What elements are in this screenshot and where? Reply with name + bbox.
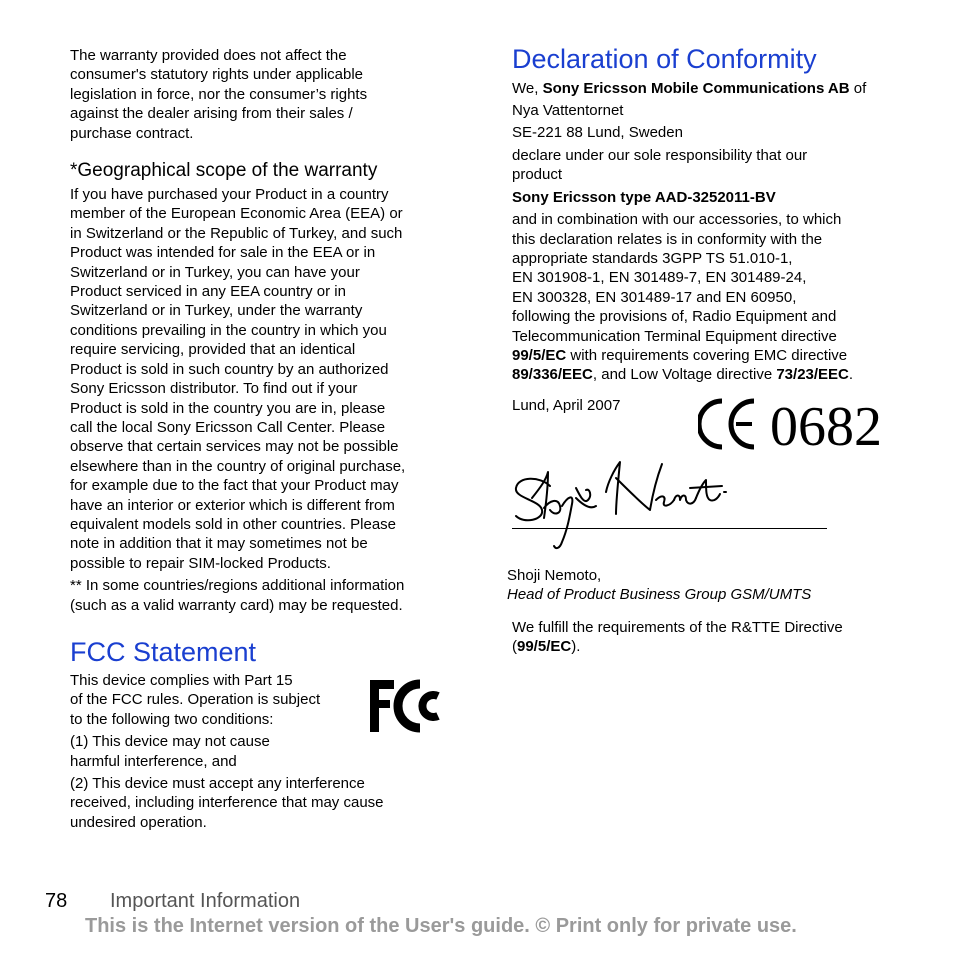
directive-89-336-eec: 89/336/EEC [512, 366, 593, 384]
fcc-paragraph-intro: This device complies with Part 15 of the FCC rules. Operation is subject to the following two conditions: [70, 671, 321, 728]
signatory-title: Head of Product Business Group GSM/UMTS [507, 586, 812, 604]
rtte-statement: We fulfill the requirements of the R&TTE Directive (99/5/EC). [512, 619, 843, 656]
directive-99-5-ec: 99/5/EC [512, 347, 567, 365]
fcc-logo [368, 678, 446, 739]
handwritten-signature [510, 458, 730, 559]
company-name: Sony Ericsson Mobile Communications AB [542, 80, 850, 97]
signatory-block [507, 566, 927, 605]
warranty-paragraph: The warranty provided does not affect the consumer's statutory rights under applicable legislation in force, nor the consumer’s rights against the dealer arising from their sales / purchase contract. [70, 47, 368, 142]
fcc-condition-1: (1) This device may not cause harmful interference, and [70, 733, 270, 770]
fcc-statement-heading: FCC Statement [70, 636, 257, 667]
right-column [512, 42, 912, 415]
ce-mark [698, 395, 890, 458]
additional-info-note: ** In some countries/regions additional information (such as a valid warranty card) may be requested. [70, 577, 405, 614]
internet-version-notice: This is the Internet version of the User's guide. © Print only for private use. [85, 915, 797, 937]
geographical-scope-heading: *Geographical scope of the warranty [70, 160, 378, 182]
signatory-name: Shoji Nemoto, [507, 567, 602, 584]
address-line-1: Nya Vattentornet [512, 102, 624, 119]
fcc-condition-2: (2) This device must accept any interference received, including interference that may cause undesired operation. [70, 775, 384, 831]
section-title: Important Information [110, 890, 301, 912]
place-date: Lund, April 2007 [512, 396, 621, 414]
ce-notified-body-number: 0682 [770, 396, 882, 453]
signature-line [512, 528, 827, 529]
directive-73-23-eec: 73/23/EEC [776, 366, 849, 384]
conformity-paragraph: and in combination with our accessories, to which this declaration relates is in conformity with the appropriate standards 3GPP TS 51.010-1, EN 301908-1, EN 301489-7, EN 301489-24, EN 300328, EN 301489-17 and EN 60950, following the provisions of, Radio Equipment and Telecommunication Terminal Equipment directive 99/5/EC with requirements covering EMC directive 89/336/EEC, and Low Voltage directive 73/23/EEC. [512, 211, 854, 384]
page-number: 78 [45, 890, 68, 912]
product-type: Sony Ericsson type AAD-3252011-BV [512, 188, 776, 206]
geographical-scope-paragraph: If you have purchased your Product in a country member of the European Economic Area (EEA) or in Switzerland or the Republic of Turkey, and such Product was intended for sale in the EEA or in Switzerland or in Turkey, you can have your Product serviced in any EEA country or in Switzerland or in Turkey, under the warranty conditions prevailing in the country in which you require servicing, provided that an identical Product is sold in such country by an authorized Sony Ericsson distributor. To find out if your Product is sold in the country you are in, please call the local Sony Ericsson Call Center. Please observe that certain services may not be possible elsewhere than in the country of original purchase, for example due to the fact that your Product may have an interior or exterior which is different from equivalent models sold in other countries. Please note in addition that it may sometimes not be possible to repair SIM-locked Products. [70, 186, 406, 572]
address-line-2: SE-221 88 Lund, Sweden [512, 124, 683, 141]
rtte-block [512, 618, 922, 657]
rtte-directive: 99/5/EC [517, 638, 572, 656]
declare-paragraph: declare under our sole responsibility that our product [512, 147, 808, 184]
ce-c-icon [699, 401, 722, 447]
company-line: We, Sony Ericsson Mobile Communications AB of [512, 80, 867, 97]
declaration-heading: Declaration of Conformity [512, 44, 817, 74]
